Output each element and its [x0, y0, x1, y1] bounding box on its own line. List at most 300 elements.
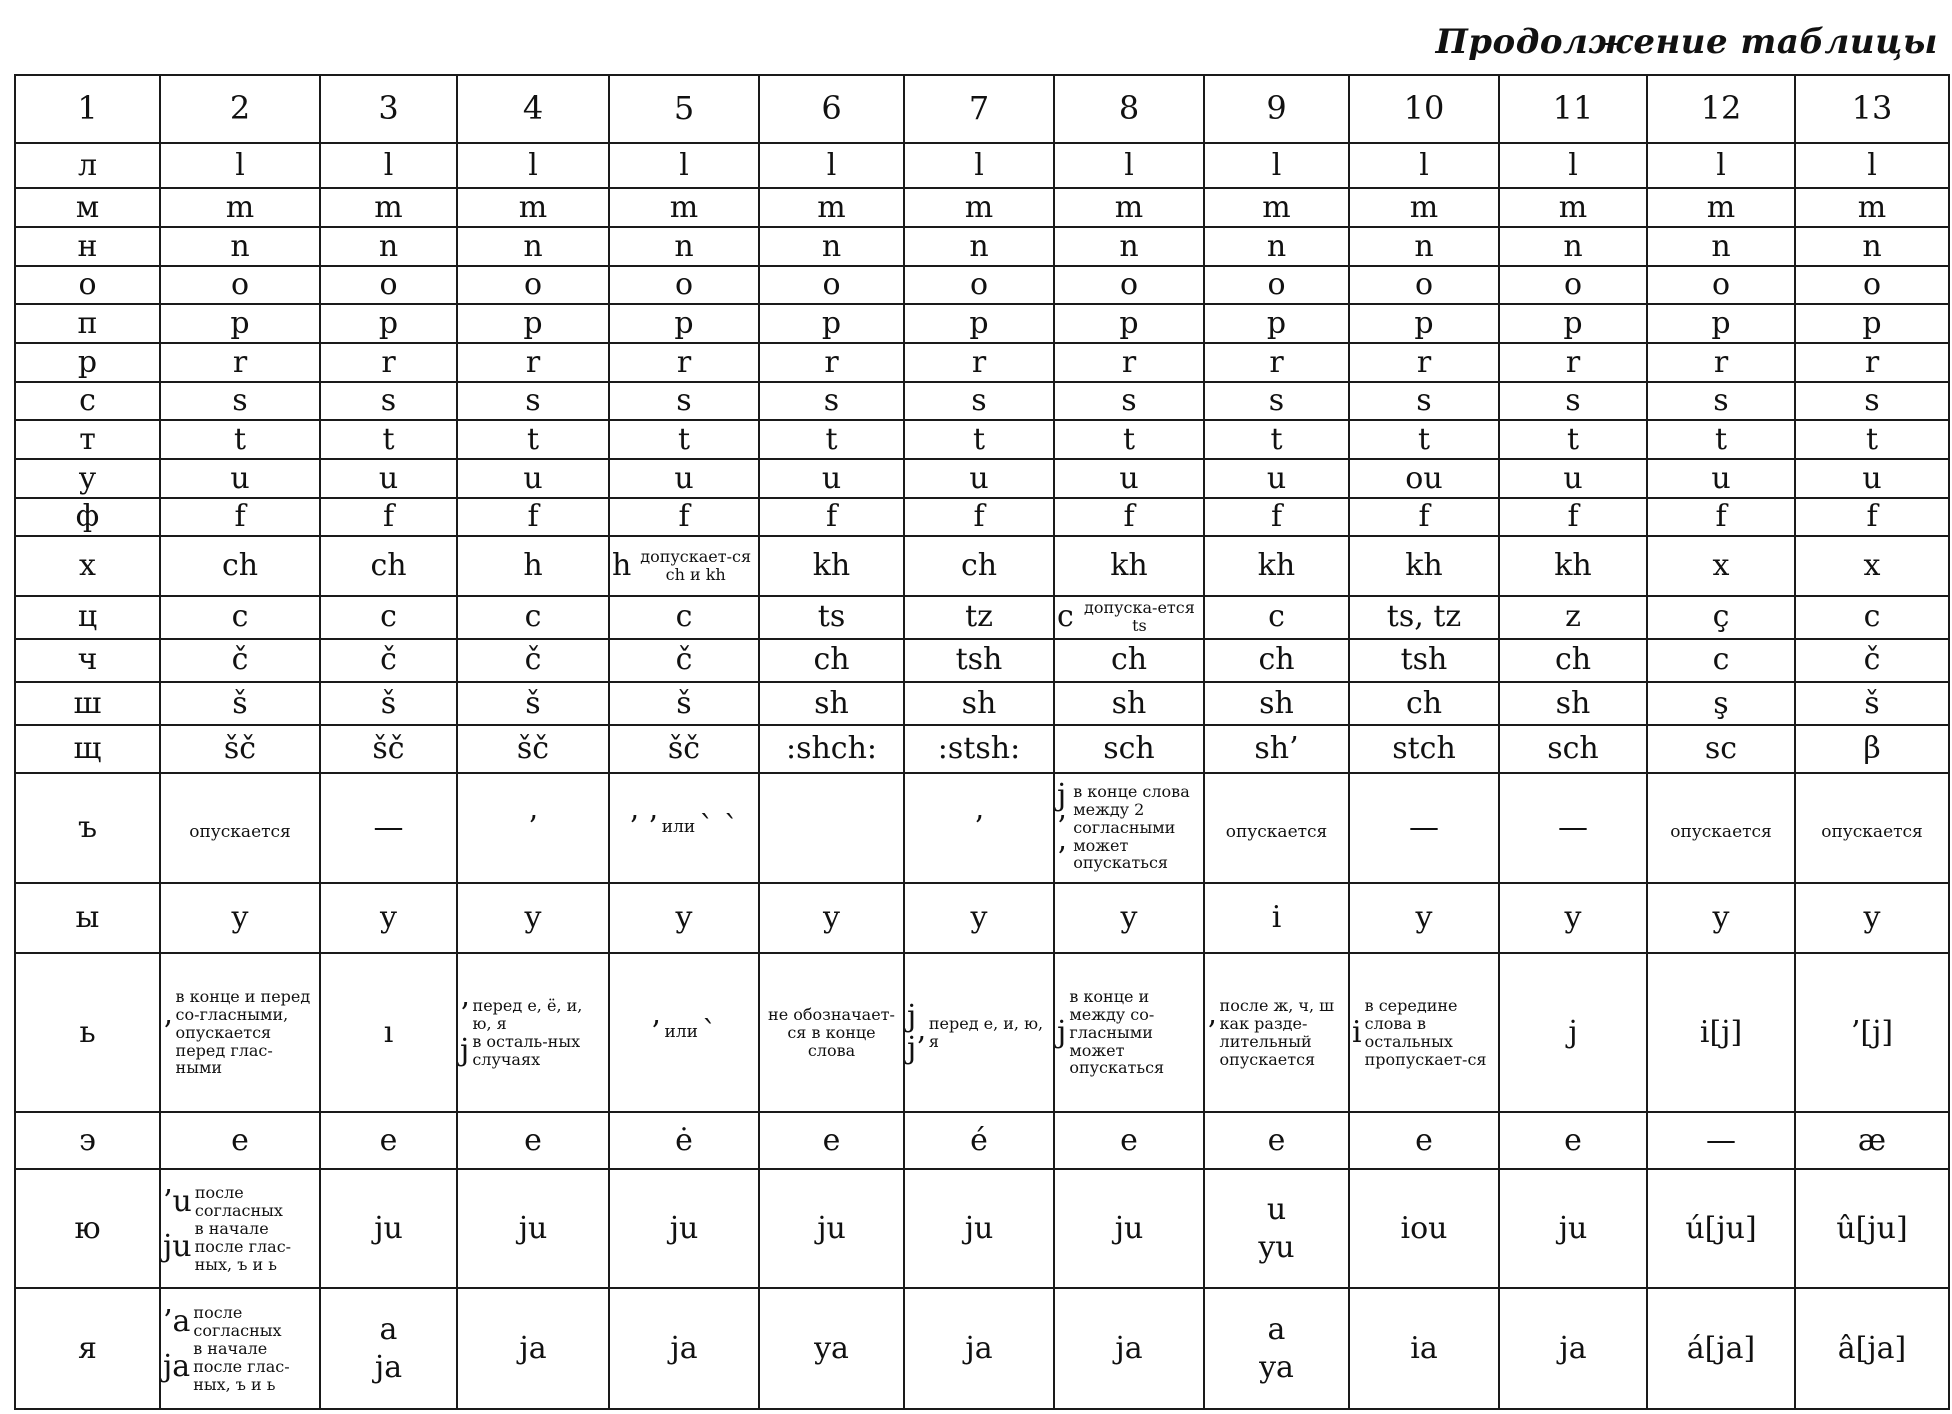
cell: s	[1647, 382, 1795, 421]
cell: o	[904, 266, 1054, 305]
cell: sh’	[1204, 725, 1349, 773]
cell: t	[1795, 420, 1949, 459]
cell: o	[457, 266, 609, 305]
cell: y	[160, 883, 320, 954]
cell: ė	[609, 1112, 759, 1169]
cell: f	[1499, 498, 1647, 537]
table-caption: Продолжение таблицы	[1435, 22, 1938, 62]
header-cell-1: 1	[15, 75, 160, 143]
cell: o	[160, 266, 320, 305]
cell: iou	[1349, 1169, 1499, 1288]
cell: m	[1647, 188, 1795, 227]
cell: šč	[160, 725, 320, 773]
cell: s	[904, 382, 1054, 421]
cell: y	[609, 883, 759, 954]
cell: u	[457, 459, 609, 498]
cell: p	[609, 304, 759, 343]
cell: e	[320, 1112, 457, 1169]
cell: ch	[160, 536, 320, 595]
letter-cell: э	[15, 1112, 160, 1169]
cell: y	[1054, 883, 1204, 954]
letter-cell: ь	[15, 953, 160, 1112]
cell: l	[1647, 143, 1795, 188]
header-cell-4: 4	[457, 75, 609, 143]
letter-cell: ф	[15, 498, 160, 537]
cell: j j’ перед е, и, ю, я	[904, 953, 1054, 1112]
header-row	[15, 75, 1949, 143]
cell: e	[457, 1112, 609, 1169]
cell: u	[1499, 459, 1647, 498]
cell: —	[1349, 773, 1499, 883]
header-cell-13: 13	[1795, 75, 1949, 143]
cell: t	[457, 420, 609, 459]
table-row-soft-sign	[15, 953, 1949, 1112]
cell: o	[759, 266, 904, 305]
cell: —	[1499, 773, 1647, 883]
cell: f	[1795, 498, 1949, 537]
cell: šč	[320, 725, 457, 773]
cell: y	[1349, 883, 1499, 954]
cell: ju	[1054, 1169, 1204, 1288]
header-cell-11: 11	[1499, 75, 1647, 143]
cell: šč	[609, 725, 759, 773]
cell: ú[ju]	[1647, 1169, 1795, 1288]
cell: e	[1499, 1112, 1647, 1169]
cell: r	[1647, 343, 1795, 382]
cell: č	[160, 639, 320, 682]
cell: ch	[320, 536, 457, 595]
cell: m	[1204, 188, 1349, 227]
cell: n	[759, 227, 904, 266]
transliteration-table	[14, 74, 1950, 1410]
cell: š	[320, 682, 457, 725]
cell: f	[1054, 498, 1204, 537]
cell: ’u после согласных ju в начале после глас-ных, ъ и ь	[160, 1169, 320, 1288]
header-cell-7: 7	[904, 75, 1054, 143]
table-row	[15, 143, 1949, 188]
cell: č	[457, 639, 609, 682]
cell: s	[1795, 382, 1949, 421]
cell: ju	[320, 1169, 457, 1288]
cell: c	[320, 596, 457, 639]
cell: r	[759, 343, 904, 382]
cell: ja	[904, 1288, 1054, 1409]
cell: r	[457, 343, 609, 382]
cell: r	[1349, 343, 1499, 382]
letter-cell: ч	[15, 639, 160, 682]
cell: опускается	[1795, 773, 1949, 883]
cell: m	[609, 188, 759, 227]
cell: l	[320, 143, 457, 188]
cell: ch	[904, 536, 1054, 595]
cell: u	[609, 459, 759, 498]
cell: šč	[457, 725, 609, 773]
cell: m	[759, 188, 904, 227]
cell: s	[759, 382, 904, 421]
cell: p	[1795, 304, 1949, 343]
cell: i[j]	[1647, 953, 1795, 1112]
cell: u	[904, 459, 1054, 498]
cell: š	[609, 682, 759, 725]
cell: p	[1499, 304, 1647, 343]
cell: n	[1349, 227, 1499, 266]
cell: c	[457, 596, 609, 639]
cell: l	[1499, 143, 1647, 188]
cell: r	[1795, 343, 1949, 382]
cell: o	[609, 266, 759, 305]
cell: š	[457, 682, 609, 725]
cell: s	[160, 382, 320, 421]
cell: t	[904, 420, 1054, 459]
cell: ju	[904, 1169, 1054, 1288]
cell: t	[609, 420, 759, 459]
cell: t	[759, 420, 904, 459]
cell: x	[1647, 536, 1795, 595]
cell: r	[160, 343, 320, 382]
cell: t	[1647, 420, 1795, 459]
cell: e	[1054, 1112, 1204, 1169]
table-row-hard-sign	[15, 773, 1949, 883]
table-row-yery	[15, 883, 1949, 954]
cell: l	[1349, 143, 1499, 188]
cell: stch	[1349, 725, 1499, 773]
cell: l	[1795, 143, 1949, 188]
cell: —	[320, 773, 457, 883]
cell: sh	[1204, 682, 1349, 725]
table-row	[15, 725, 1949, 773]
cell: f	[1647, 498, 1795, 537]
cell: tz	[904, 596, 1054, 639]
cell: é	[904, 1112, 1054, 1169]
cell: f	[759, 498, 904, 537]
cell: p	[1647, 304, 1795, 343]
table-row	[15, 227, 1949, 266]
cell: ’ ’ или ` `	[609, 773, 759, 883]
cell: f	[320, 498, 457, 537]
letter-cell: ш	[15, 682, 160, 725]
cell: ş	[1647, 682, 1795, 725]
header-cell-9: 9	[1204, 75, 1349, 143]
letter-cell: ц	[15, 596, 160, 639]
letter-cell: р	[15, 343, 160, 382]
cell: sh	[759, 682, 904, 725]
cell: ja	[1499, 1288, 1647, 1409]
table-row	[15, 188, 1949, 227]
cell: r	[1204, 343, 1349, 382]
cell: n	[1795, 227, 1949, 266]
header-cell-3: 3	[320, 75, 457, 143]
cell: r	[1054, 343, 1204, 382]
cell: —	[1647, 1112, 1795, 1169]
cell: ch	[1054, 639, 1204, 682]
cell: y	[1647, 883, 1795, 954]
cell: a ya	[1204, 1288, 1349, 1409]
table-row	[15, 343, 1949, 382]
cell: s	[1499, 382, 1647, 421]
header-cell-12: 12	[1647, 75, 1795, 143]
cell: y	[904, 883, 1054, 954]
cell: f	[1204, 498, 1349, 537]
table-row	[15, 682, 1949, 725]
cell: ’	[904, 773, 1054, 883]
cell: ’ в конце и перед со-гласными, опускается перед глас-ными	[160, 953, 320, 1112]
table-row	[15, 420, 1949, 459]
table-row	[15, 596, 1949, 639]
cell: t	[1204, 420, 1349, 459]
cell: n	[1647, 227, 1795, 266]
cell: c допуска-ется ts	[1054, 596, 1204, 639]
cell: t	[1054, 420, 1204, 459]
cell: s	[1349, 382, 1499, 421]
cell	[759, 773, 904, 883]
cell: p	[759, 304, 904, 343]
cell: p	[1204, 304, 1349, 343]
cell: f	[904, 498, 1054, 537]
cell: n	[457, 227, 609, 266]
cell: ’a после согласных ja в начале после глас-ных, ъ и ь	[160, 1288, 320, 1409]
cell: f	[1349, 498, 1499, 537]
cell: f	[160, 498, 320, 537]
cell: y	[759, 883, 904, 954]
cell: f	[609, 498, 759, 537]
cell: опускается	[1204, 773, 1349, 883]
cell: y	[457, 883, 609, 954]
cell: ts	[759, 596, 904, 639]
cell: ju	[609, 1169, 759, 1288]
letter-cell: х	[15, 536, 160, 595]
table-row	[15, 266, 1949, 305]
cell: o	[320, 266, 457, 305]
cell: ch	[1499, 639, 1647, 682]
cell: sch	[1054, 725, 1204, 773]
cell: š	[1795, 682, 1949, 725]
cell: t	[160, 420, 320, 459]
cell: ’ после ж, ч, ш как разде-лительный опускается	[1204, 953, 1349, 1112]
cell: m	[904, 188, 1054, 227]
cell: e	[160, 1112, 320, 1169]
cell: ya	[759, 1288, 904, 1409]
cell: x	[1795, 536, 1949, 595]
cell: β	[1795, 725, 1949, 773]
cell: sh	[1054, 682, 1204, 725]
cell: ’ перед е, ё, и, ю, я j в осталь-ных случаях	[457, 953, 609, 1112]
letter-cell: п	[15, 304, 160, 343]
header-cell-2: 2	[160, 75, 320, 143]
cell: č	[609, 639, 759, 682]
cell: не обозначает-ся в конце слова	[759, 953, 904, 1112]
cell: kh	[1054, 536, 1204, 595]
cell: kh	[1204, 536, 1349, 595]
cell: y	[320, 883, 457, 954]
cell: ju	[1499, 1169, 1647, 1288]
cell: e	[1349, 1112, 1499, 1169]
letter-cell: с	[15, 382, 160, 421]
table-row	[15, 382, 1949, 421]
cell: â[ja]	[1795, 1288, 1949, 1409]
cell: ts, tz	[1349, 596, 1499, 639]
cell: y	[1499, 883, 1647, 954]
cell: h допускает-ся ch и kh	[609, 536, 759, 595]
cell: kh	[1499, 536, 1647, 595]
cell: c	[1795, 596, 1949, 639]
cell: č	[1795, 639, 1949, 682]
table-row	[15, 639, 1949, 682]
cell: опускается	[160, 773, 320, 883]
cell: ja	[609, 1288, 759, 1409]
cell: tsh	[1349, 639, 1499, 682]
cell: j в конце и между со-гласными может опускаться	[1054, 953, 1204, 1112]
cell: ja	[1054, 1288, 1204, 1409]
cell: i	[1204, 883, 1349, 954]
cell: m	[320, 188, 457, 227]
cell: i в середине слова в остальных пропускает-ся	[1349, 953, 1499, 1112]
cell: p	[457, 304, 609, 343]
cell: c	[1204, 596, 1349, 639]
letter-cell: у	[15, 459, 160, 498]
letter-cell: щ	[15, 725, 160, 773]
cell: l	[609, 143, 759, 188]
cell: j	[1499, 953, 1647, 1112]
cell: n	[320, 227, 457, 266]
cell: p	[904, 304, 1054, 343]
cell: l	[759, 143, 904, 188]
table-row-e	[15, 1112, 1949, 1169]
cell: t	[320, 420, 457, 459]
cell: kh	[1349, 536, 1499, 595]
cell: m	[1499, 188, 1647, 227]
cell: sh	[1499, 682, 1647, 725]
cell: ch	[1349, 682, 1499, 725]
cell: c	[609, 596, 759, 639]
table-row	[15, 459, 1949, 498]
header-cell-10: 10	[1349, 75, 1499, 143]
cell: r	[904, 343, 1054, 382]
header-cell-8: 8	[1054, 75, 1204, 143]
cell: p	[1054, 304, 1204, 343]
cell: o	[1204, 266, 1349, 305]
letter-cell: о	[15, 266, 160, 305]
letter-cell: ъ	[15, 773, 160, 883]
cell: n	[609, 227, 759, 266]
cell: u yu	[1204, 1169, 1349, 1288]
cell: û[ju]	[1795, 1169, 1949, 1288]
cell: o	[1647, 266, 1795, 305]
cell: n	[1054, 227, 1204, 266]
cell: e	[1204, 1112, 1349, 1169]
cell: ı	[320, 953, 457, 1112]
cell: ou	[1349, 459, 1499, 498]
cell: l	[160, 143, 320, 188]
table-row	[15, 498, 1949, 537]
cell: s	[1054, 382, 1204, 421]
cell: o	[1349, 266, 1499, 305]
cell: r	[1499, 343, 1647, 382]
cell: y	[1795, 883, 1949, 954]
table-row	[15, 536, 1949, 595]
cell: n	[1499, 227, 1647, 266]
cell: u	[1054, 459, 1204, 498]
cell: u	[1795, 459, 1949, 498]
cell: ’ или `	[609, 953, 759, 1112]
cell: u	[1647, 459, 1795, 498]
letter-cell: ы	[15, 883, 160, 954]
cell: a ja	[320, 1288, 457, 1409]
cell: s	[320, 382, 457, 421]
letter-cell: я	[15, 1288, 160, 1409]
cell: m	[457, 188, 609, 227]
letter-cell: ю	[15, 1169, 160, 1288]
cell: f	[457, 498, 609, 537]
cell: m	[1054, 188, 1204, 227]
cell: t	[1349, 420, 1499, 459]
cell: e	[759, 1112, 904, 1169]
cell: sch	[1499, 725, 1647, 773]
letter-cell: т	[15, 420, 160, 459]
cell: tsh	[904, 639, 1054, 682]
table-row	[15, 304, 1949, 343]
cell: s	[1204, 382, 1349, 421]
cell: u	[1204, 459, 1349, 498]
cell: u	[320, 459, 457, 498]
cell: ’[j]	[1795, 953, 1949, 1112]
cell: :shch:	[759, 725, 904, 773]
cell: ia	[1349, 1288, 1499, 1409]
letter-cell: м	[15, 188, 160, 227]
cell: š	[160, 682, 320, 725]
cell: æ	[1795, 1112, 1949, 1169]
table-row-ya	[15, 1288, 1949, 1409]
cell: t	[1499, 420, 1647, 459]
cell: l	[904, 143, 1054, 188]
cell: ch	[759, 639, 904, 682]
cell: l	[457, 143, 609, 188]
cell: m	[1349, 188, 1499, 227]
cell: h	[457, 536, 609, 595]
cell: kh	[759, 536, 904, 595]
cell: m	[160, 188, 320, 227]
letter-cell: л	[15, 143, 160, 188]
cell: n	[904, 227, 1054, 266]
cell: sh	[904, 682, 1054, 725]
cell: á[ja]	[1647, 1288, 1795, 1409]
cell: l	[1204, 143, 1349, 188]
table-row-yu	[15, 1169, 1949, 1288]
cell: ju	[457, 1169, 609, 1288]
cell: z	[1499, 596, 1647, 639]
letter-cell: н	[15, 227, 160, 266]
cell: j ’ ’ в конце слова между 2 согласными может опускаться	[1054, 773, 1204, 883]
cell: č	[320, 639, 457, 682]
cell: s	[457, 382, 609, 421]
cell: r	[609, 343, 759, 382]
cell: ja	[457, 1288, 609, 1409]
cell: опускается	[1647, 773, 1795, 883]
cell: p	[160, 304, 320, 343]
cell: r	[320, 343, 457, 382]
cell: o	[1795, 266, 1949, 305]
cell: p	[320, 304, 457, 343]
cell: o	[1054, 266, 1204, 305]
cell: l	[1054, 143, 1204, 188]
cell: ch	[1204, 639, 1349, 682]
cell: ju	[759, 1169, 904, 1288]
header-cell-5: 5	[609, 75, 759, 143]
cell: m	[1795, 188, 1949, 227]
cell: n	[1204, 227, 1349, 266]
cell: p	[1349, 304, 1499, 343]
cell: c	[160, 596, 320, 639]
cell: ç	[1647, 596, 1795, 639]
